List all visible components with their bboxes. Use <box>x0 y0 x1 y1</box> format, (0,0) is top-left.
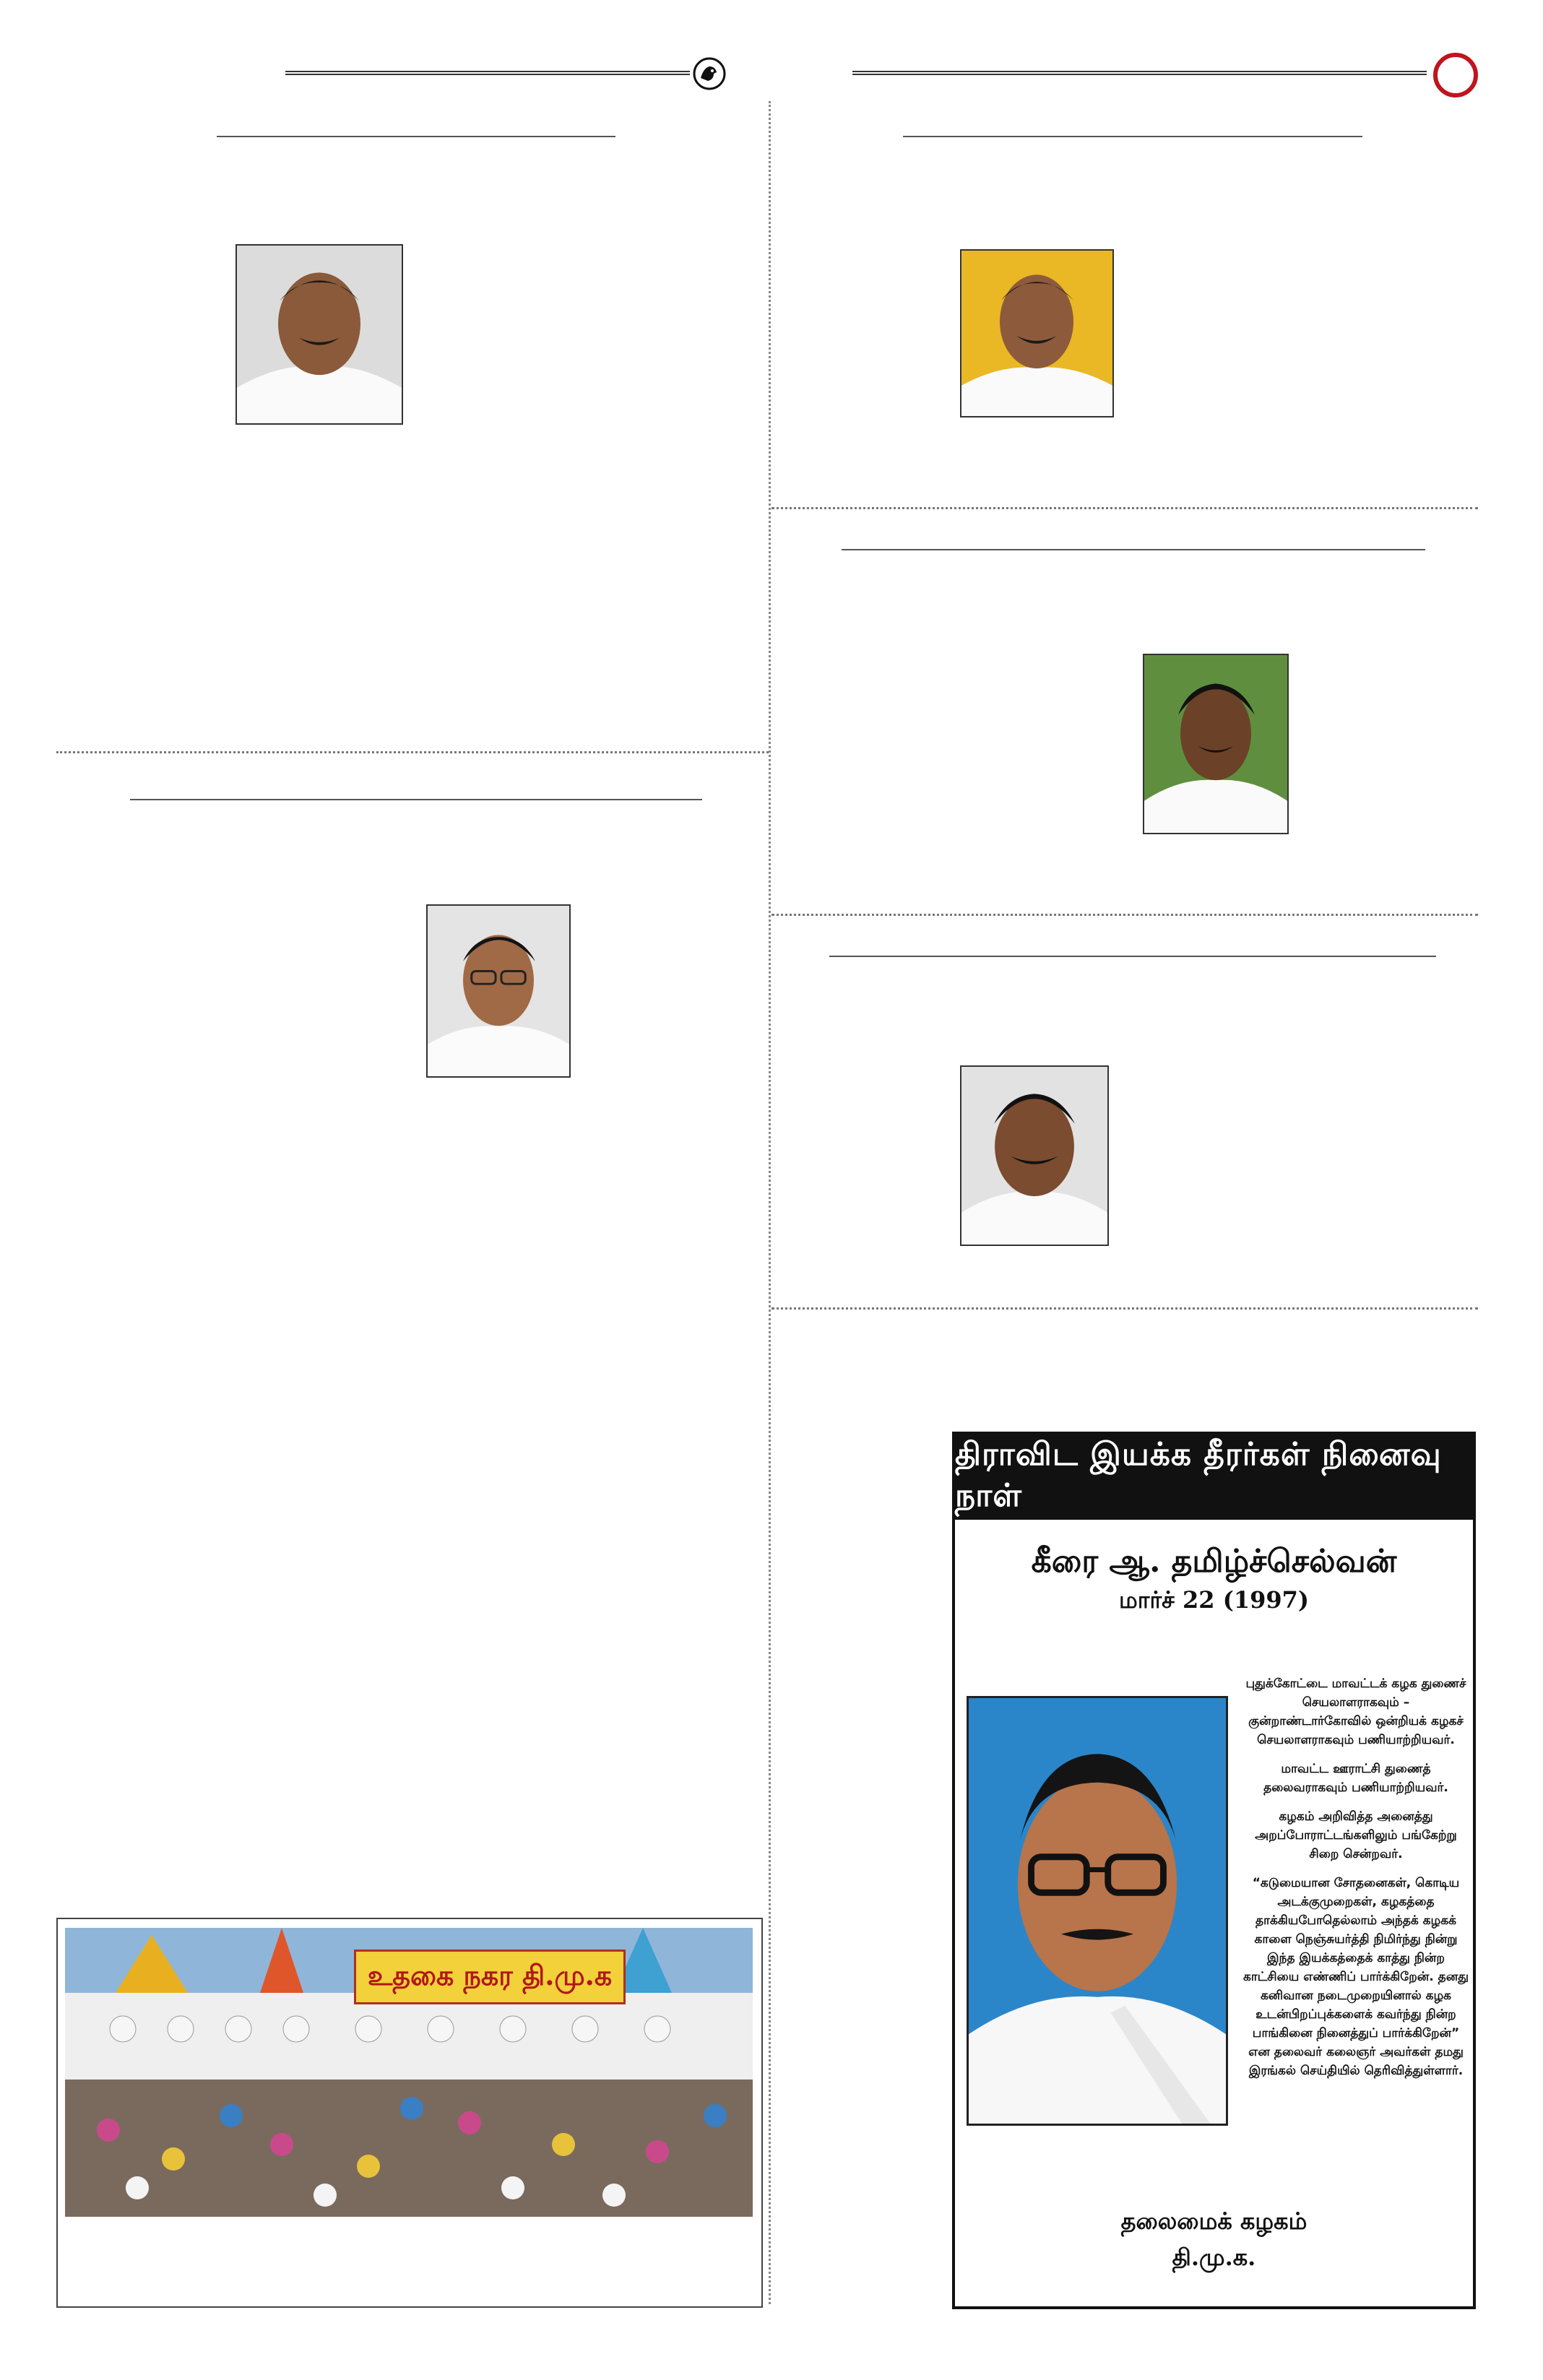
notice-biography <box>1240 1674 1471 2090</box>
event-photo <box>65 1928 753 2217</box>
notice-heading: திராவிட இயக்க தீரர்கள் நினைவு நாள் <box>955 1435 1473 1520</box>
section-separator <box>56 751 769 753</box>
header-rule-left <box>285 71 690 75</box>
leader-portrait-2 <box>960 249 1114 417</box>
notice-paragraph: “கடுமையான சோதனைகள், கொடிய அடக்குமுறைகள், கழகத்தை தாக்கியபோதெல்லாம் அந்தக் கழகக் காளை நெஞ்சுயர்த்தி நிமிர்ந்து நின்று இந்த இயக்கத்தைக் காத்து நின்ற காட்சியை எண்ணிப் பார்க்கிறேன். தனது கனிவான நடைமுறையினால் கழக உடன்பிறப்புக்களைக் கவர்ந்து நின்ற பாங்கினை நினைத்துப் பார்க்கிறேன்” என தலைவர் கலைஞர் அவர்கள் தமது இரங்கல் செய்தியில் தெரிவித்துள்ளார். <box>1243 1876 1469 2078</box>
notice-date: மார்ச் 22 (1997) <box>1118 1586 1310 1614</box>
notice-portrait <box>967 1696 1228 2126</box>
notice-paragraph: கழகம் அறிவித்த அனைத்து அறப்போராட்டங்களிலும் பங்கேற்று சிறை சென்றவர். <box>1255 1809 1457 1861</box>
memorial-notice <box>952 1432 1476 2309</box>
rising-sun-emblem-icon <box>692 56 727 91</box>
section-rule-1 <box>217 136 615 137</box>
notice-footer-party: தி.மு.க. <box>1172 2243 1256 2271</box>
notice-paragraph: புதுக்கோட்டை மாவட்டக் கழக துணைச் செயலாளராகவும் – குன்றாண்டார்கோவில் ஒன்றியக் கழகச் செயலாளராகவும் பணியாற்றியவர். <box>1245 1676 1466 1747</box>
leader-portrait-4 <box>426 904 571 1078</box>
section-rule-4 <box>130 799 702 800</box>
column-divider <box>769 101 771 2304</box>
section-rule-2 <box>903 136 1362 137</box>
event-banner: உதகை நகர தி.மு.க <box>354 1950 626 2004</box>
section-separator <box>772 507 1478 509</box>
leader-portrait-5 <box>960 1065 1109 1246</box>
header-rule-right <box>852 71 1427 75</box>
red-circle-emblem-icon <box>1430 52 1481 98</box>
notice-footer-org: தலைமைக் கழகம் <box>1120 2207 1308 2235</box>
notice-paragraph: மாவட்ட ஊராட்சி துணைத் தலைவராகவும் பணியாற்றியவர். <box>1263 1762 1448 1795</box>
leader-portrait-1 <box>235 244 403 425</box>
section-separator <box>772 914 1478 916</box>
section-separator <box>772 1307 1478 1310</box>
leader-portrait-3 <box>1143 654 1289 834</box>
event-photo-frame <box>56 1918 763 2308</box>
section-rule-3 <box>842 549 1425 550</box>
section-rule-5 <box>829 956 1436 957</box>
notice-person-name: கீரை ஆ. தமிழ்ச்செல்வன் <box>1031 1543 1397 1580</box>
